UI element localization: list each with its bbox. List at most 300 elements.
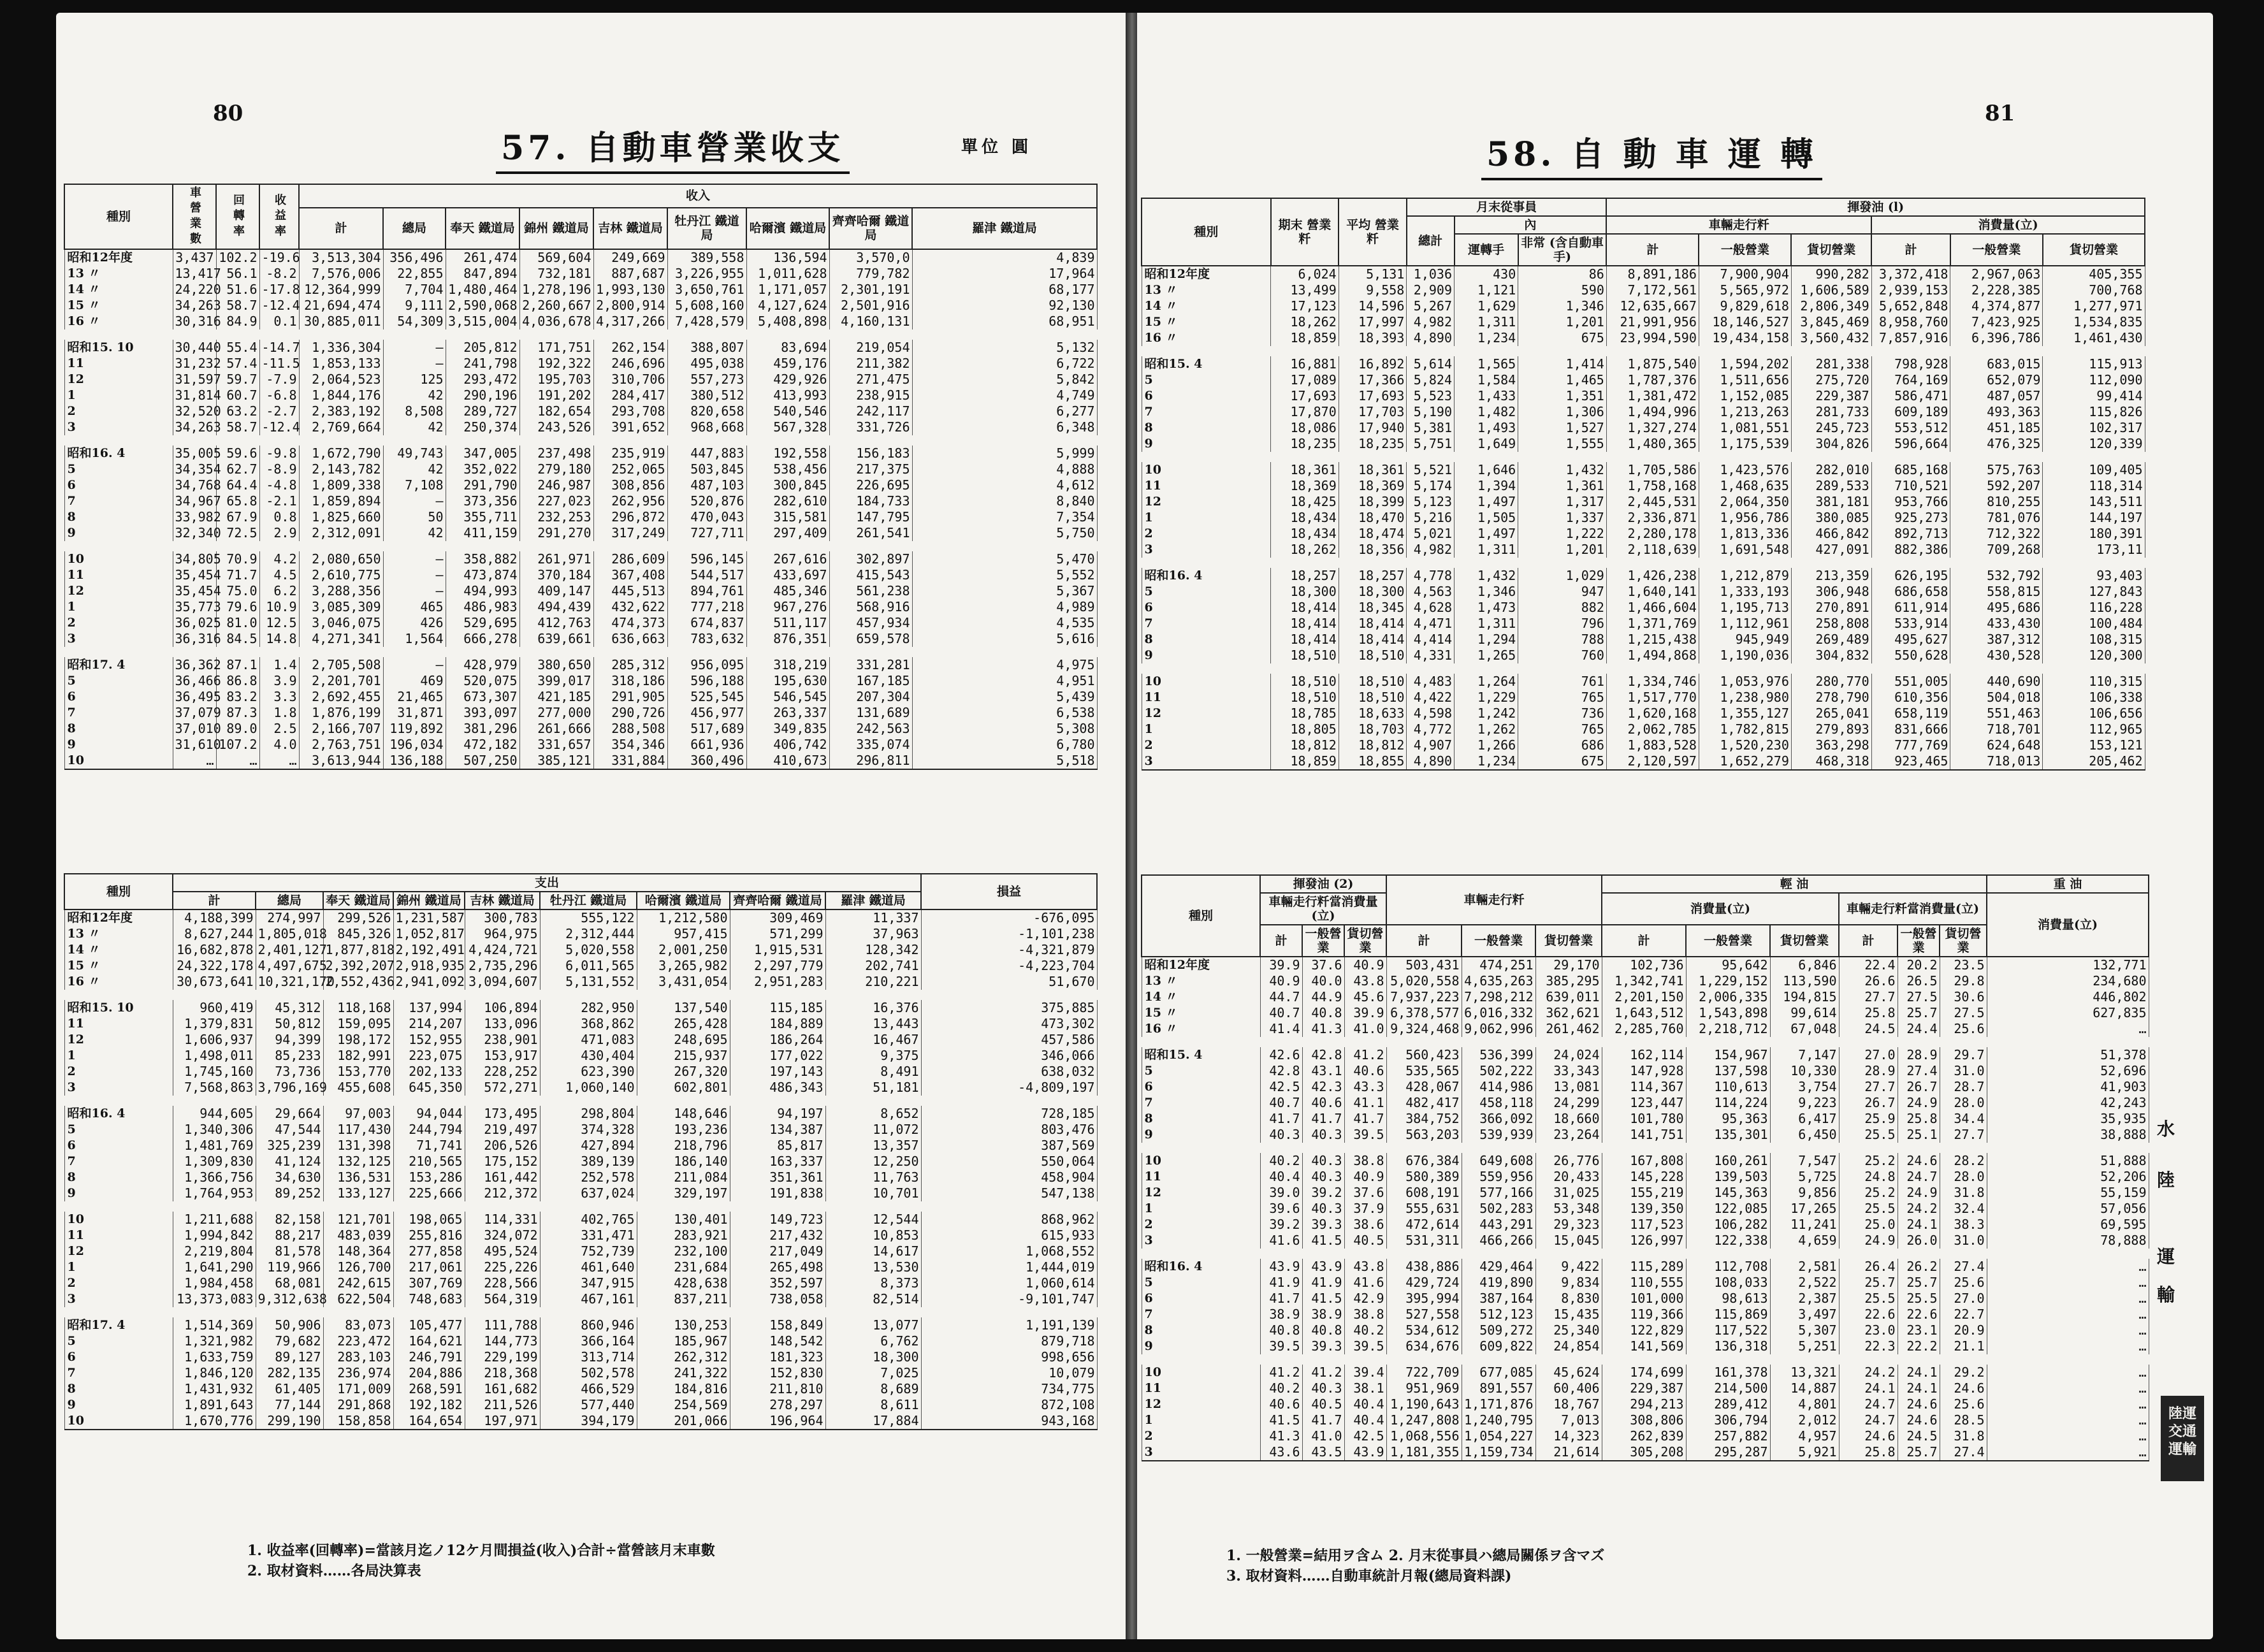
table-cell: 18,703 <box>1339 721 1407 737</box>
table-cell: 7,568,863 <box>173 1080 256 1101</box>
table-cell: 18,257 <box>1271 563 1339 584</box>
table-cell: 43.1 <box>1302 1063 1344 1079</box>
table-cell: 44.9 <box>1302 989 1344 1005</box>
table-cell: … <box>216 753 259 769</box>
table-cell: 202,741 <box>825 958 921 974</box>
table-cell: 429,464 <box>1462 1254 1535 1275</box>
table-cell: 299,190 <box>256 1413 323 1430</box>
table-cell: 41.6 <box>1260 1233 1302 1254</box>
table-row <box>64 403 1097 419</box>
table-row <box>64 1381 1097 1397</box>
table-cell: 81.0 <box>216 615 259 631</box>
table-cell: 192,322 <box>519 356 593 372</box>
table-cell: 4,497,675 <box>256 958 323 974</box>
table-cell: 845,326 <box>323 926 393 942</box>
table-cell: 504,018 <box>1950 690 2043 706</box>
table-cell: 27.7 <box>1839 989 1898 1005</box>
table-cell: 1,606,937 <box>173 1032 256 1048</box>
table-cell: 432,622 <box>593 599 667 615</box>
table-cell: 156,183 <box>829 440 912 461</box>
table-cell: 238,901 <box>465 1032 540 1048</box>
table-cell: 35,454 <box>173 583 216 599</box>
table-cell: 280,770 <box>1791 669 1871 690</box>
table-cell: 38.1 <box>1344 1380 1386 1396</box>
table-cell: -676,095 <box>921 909 1097 926</box>
table-cell: 1,984,458 <box>173 1275 256 1291</box>
table-cell: 22,855 <box>383 266 446 282</box>
table-cell: 674,837 <box>667 615 746 631</box>
table-cell: 59.6 <box>216 440 259 461</box>
table-cell: 1,264 <box>1455 669 1518 690</box>
table-cell: 406,742 <box>746 737 829 753</box>
table-cell: 5,020,558 <box>540 942 637 958</box>
table-cell: 2,581 <box>1770 1254 1839 1275</box>
table-cell: 122,085 <box>1686 1201 1770 1217</box>
table-cell: 765 <box>1518 721 1607 737</box>
table-cell: 274,997 <box>256 909 323 926</box>
table-cell: 5,308 <box>912 721 1097 737</box>
table-row <box>64 249 1097 266</box>
table-cell: 29,170 <box>1535 957 1602 973</box>
table-cell: 306,948 <box>1791 584 1871 600</box>
row-label: 3 <box>1142 753 1271 770</box>
table-cell: 40.5 <box>1344 1233 1386 1254</box>
table-cell: 683,015 <box>1950 351 2043 372</box>
table-cell: 8,627,244 <box>173 926 256 942</box>
table-cell: 18,414 <box>1271 600 1339 616</box>
table-cell: 4,535 <box>912 615 1097 631</box>
table-cell: 144,197 <box>2043 510 2145 526</box>
table-cell: 487,103 <box>667 477 746 493</box>
col-header: 貨切營業 <box>1344 925 1386 957</box>
col-period: 種別 <box>1142 198 1271 266</box>
table-cell: 9,856 <box>1770 1185 1839 1201</box>
table-cell: 300,845 <box>746 477 829 493</box>
table-cell: 894,761 <box>667 583 746 599</box>
row-label: 5 <box>1142 1275 1260 1291</box>
row-label: 昭和12年度 <box>1142 957 1260 973</box>
table-cell: 89,252 <box>256 1185 323 1206</box>
table-cell: 24.2 <box>1898 1201 1940 1217</box>
table-cell: 639,661 <box>519 631 593 652</box>
row-label: 3 <box>64 1080 173 1101</box>
table-cell: 39.3 <box>1302 1217 1344 1233</box>
table-cell: 18,434 <box>1271 510 1339 526</box>
table-cell: 5,131,552 <box>540 974 637 995</box>
table-cell: 2,001,250 <box>637 942 730 958</box>
table-cell: 2,301,191 <box>829 282 912 298</box>
table-cell: 262,312 <box>637 1349 730 1365</box>
table-cell: 1,620,168 <box>1606 706 1699 721</box>
table-cell: 257,882 <box>1686 1428 1770 1444</box>
table-row <box>1142 526 2145 542</box>
table-cell: 446,802 <box>1987 989 2149 1005</box>
table-cell: — <box>383 356 446 372</box>
table-cell: 1,242 <box>1455 706 1518 721</box>
table-cell: 35,773 <box>173 599 216 615</box>
table-cell: 18,356 <box>1339 542 1407 563</box>
table-cell: 36,495 <box>173 689 216 705</box>
row-label: 10 <box>64 546 173 567</box>
table-cell: 503,845 <box>667 461 746 477</box>
table-cell: 356,496 <box>383 249 446 266</box>
table-cell: 23,264 <box>1535 1127 1602 1148</box>
table-cell: 495,038 <box>667 356 746 372</box>
table-cell: 286,609 <box>593 546 667 567</box>
table-cell: 1,159,734 <box>1462 1444 1535 1461</box>
table-cell: 246,987 <box>519 477 593 493</box>
right-page <box>1137 13 2213 1639</box>
table-cell: 152,830 <box>730 1365 825 1381</box>
table-cell: 2.9 <box>259 525 299 546</box>
table-cell: 1,646 <box>1455 457 1518 478</box>
table-cell: 7,423,925 <box>1950 314 2043 330</box>
col-header: 貨切營業 <box>1791 234 1871 266</box>
table-cell: 21,465 <box>383 689 446 705</box>
table-cell: 153,121 <box>2043 737 2145 753</box>
table-cell: 43.9 <box>1260 1254 1302 1275</box>
table-cell: 381,296 <box>446 721 519 737</box>
table-cell: 831,666 <box>1871 721 1950 737</box>
table-cell: 781,076 <box>1950 510 2043 526</box>
table-cell: 310,706 <box>593 372 667 388</box>
table-cell: 40.9 <box>1344 1169 1386 1185</box>
table-cell: … <box>1987 1322 2149 1338</box>
table-cell: 458,118 <box>1462 1095 1535 1111</box>
table-cell: 596,664 <box>1871 436 1950 457</box>
table-cell: 8,652 <box>825 1101 921 1122</box>
table-cell: 229,199 <box>465 1349 540 1365</box>
table-cell: 262,154 <box>593 335 667 356</box>
table-cell: 17,265 <box>1770 1201 1839 1217</box>
table-cell: 218,368 <box>465 1365 540 1381</box>
table-cell: 2,967,063 <box>1950 266 2043 282</box>
row-label: 16 〃 <box>64 974 173 995</box>
revenue-table <box>64 184 1098 770</box>
table-cell: 87.1 <box>216 652 259 673</box>
table-cell: 3,613,944 <box>299 753 383 769</box>
row-label: 10 <box>64 1413 173 1430</box>
table-cell: 41.1 <box>1344 1095 1386 1111</box>
table-cell: … <box>1987 1428 2149 1444</box>
row-label: 8 <box>64 1381 173 1397</box>
table-cell: 25.7 <box>1898 1005 1940 1021</box>
table-cell: 68,081 <box>256 1275 323 1291</box>
table-cell: 33,343 <box>1535 1063 1602 1079</box>
table-cell: 472,614 <box>1386 1217 1462 1233</box>
table-cell: 281,338 <box>1791 351 1871 372</box>
table-cell: 15,435 <box>1535 1307 1602 1322</box>
table-cell: 520,876 <box>667 493 746 509</box>
table-cell: 1,340,306 <box>173 1122 256 1138</box>
row-label: 8 <box>64 1170 173 1185</box>
table-cell: 485,346 <box>746 583 829 599</box>
col-heavy-cons: 消費量(立) <box>1987 893 2149 957</box>
table-cell: — <box>383 493 446 509</box>
table-cell: 108,315 <box>2043 632 2145 648</box>
table-cell: 1,346 <box>1455 584 1518 600</box>
table-cell: 112,090 <box>2043 372 2145 388</box>
table-cell: 235,919 <box>593 440 667 461</box>
table-cell: 23.0 <box>1839 1322 1898 1338</box>
table-cell: 25.0 <box>1839 1217 1898 1233</box>
table-cell: 16,892 <box>1339 351 1407 372</box>
table-cell: 1,171,876 <box>1462 1396 1535 1412</box>
table-cell: 226,695 <box>829 477 912 493</box>
table-cell: 37,079 <box>173 705 216 721</box>
table-cell: -14.7 <box>259 335 299 356</box>
table-cell: 387,312 <box>1950 632 2043 648</box>
table-cell: 411,159 <box>446 525 519 546</box>
table-cell: 40.5 <box>1302 1396 1344 1412</box>
table-cell: 43.8 <box>1344 1254 1386 1275</box>
table-row <box>64 477 1097 493</box>
table-cell: 94,044 <box>393 1101 465 1122</box>
col-header: 齊齊哈爾 鐵道局 <box>829 208 912 249</box>
table-cell: -17.8 <box>259 282 299 298</box>
table-cell: 675 <box>1518 753 1607 770</box>
table-cell: 2,143,782 <box>299 461 383 477</box>
row-label: 11 <box>1142 1169 1260 1185</box>
table-cell: 18,859 <box>1271 753 1339 770</box>
table-cell: 1,640,141 <box>1606 584 1699 600</box>
table-cell: -4,809,197 <box>921 1080 1097 1101</box>
table-row <box>1142 753 2145 770</box>
table-cell: 1,366,756 <box>173 1170 256 1185</box>
table-cell: 84.5 <box>216 631 259 652</box>
table-cell: … <box>173 753 216 769</box>
table-row <box>1142 1217 2149 1233</box>
table-cell: 18,767 <box>1535 1396 1602 1412</box>
table-cell: 119,892 <box>383 721 446 737</box>
table-cell: 5,614 <box>1407 351 1455 372</box>
table-cell: 15,045 <box>1535 1233 1602 1254</box>
table-row <box>1142 1169 2149 1185</box>
row-label: 2 <box>1142 1217 1260 1233</box>
col-header: 一般營業 <box>1898 925 1940 957</box>
table-row <box>1142 1428 2149 1444</box>
table-cell: 1,234 <box>1455 753 1518 770</box>
table-cell: 42 <box>383 388 446 403</box>
table-cell: 421,185 <box>519 689 593 705</box>
table-cell: 1,670,776 <box>173 1413 256 1430</box>
table-cell: 1,594,202 <box>1699 351 1791 372</box>
table-cell: 538,456 <box>746 461 829 477</box>
table-cell: 1,672,790 <box>299 440 383 461</box>
table-cell: 331,726 <box>829 419 912 440</box>
col-header: 吉林 鐵道局 <box>593 208 667 249</box>
table-cell: -9.8 <box>259 440 299 461</box>
table-cell: 860,946 <box>540 1312 637 1333</box>
table-cell: 89,127 <box>256 1349 323 1365</box>
table-cell: 1,311 <box>1455 542 1518 563</box>
table-cell: 86.8 <box>216 673 259 689</box>
table-cell: 666,278 <box>446 631 519 652</box>
table-row <box>64 1365 1097 1381</box>
table-cell: 18,345 <box>1339 600 1407 616</box>
table-cell: 40.4 <box>1260 1169 1302 1185</box>
table-cell: -8.2 <box>259 266 299 282</box>
row-label: 5 <box>1142 1063 1260 1079</box>
table-cell: 17,884 <box>825 1413 921 1430</box>
table-cell: 149,723 <box>730 1206 825 1228</box>
row-label: 11 <box>64 1228 173 1243</box>
table-cell: 4,957 <box>1770 1428 1839 1444</box>
table-cell: 282,135 <box>256 1365 323 1381</box>
table-cell: 2,218,712 <box>1686 1021 1770 1042</box>
table-cell: 367,408 <box>593 567 667 583</box>
table-cell: 6,846 <box>1770 957 1839 973</box>
table-cell: 24.7 <box>1898 1169 1940 1185</box>
table-cell: 10,853 <box>825 1228 921 1243</box>
table-cell: 133,096 <box>465 1016 540 1032</box>
book-gutter <box>1126 13 1138 1639</box>
table-cell: 51,888 <box>1987 1148 2149 1169</box>
table-cell: 1,423,576 <box>1699 457 1791 478</box>
col-header: 計 <box>1386 925 1462 957</box>
table-cell: 227,023 <box>519 493 593 509</box>
table-cell: 40.4 <box>1344 1412 1386 1428</box>
table-cell: 34,768 <box>173 477 216 493</box>
table-cell: 1,351 <box>1518 388 1607 404</box>
table-cell: 24.9 <box>1839 1233 1898 1254</box>
col-turnover: 回 轉 率 <box>216 184 259 249</box>
table-cell: 451,185 <box>1950 420 2043 436</box>
table-cell: 182,654 <box>519 403 593 419</box>
table-cell: 923,465 <box>1871 753 1950 770</box>
table-cell: 39.6 <box>1260 1201 1302 1217</box>
table-cell: 94,399 <box>256 1032 323 1048</box>
table-cell: 892,713 <box>1871 526 1950 542</box>
table-row <box>64 1101 1097 1122</box>
table-cell: 72.5 <box>216 525 259 546</box>
table-cell: 40.0 <box>1302 973 1344 989</box>
table-cell: 2,692,455 <box>299 689 383 705</box>
table-cell: … <box>259 753 299 769</box>
table-cell: 85,817 <box>730 1138 825 1154</box>
table-cell: 1,238,980 <box>1699 690 1791 706</box>
table-row <box>1142 584 2145 600</box>
row-label: 14 〃 <box>64 942 173 958</box>
table-cell: 738,058 <box>730 1291 825 1312</box>
table-row <box>64 1333 1097 1349</box>
table-cell: 468,318 <box>1791 753 1871 770</box>
table-cell: 25.5 <box>1839 1127 1898 1148</box>
table-cell: 535,565 <box>1386 1063 1462 1079</box>
table-cell: 765 <box>1518 690 1607 706</box>
table-cell: 245,723 <box>1791 420 1871 436</box>
table-cell: 1,190,036 <box>1699 648 1791 669</box>
table-cell: 41.6 <box>1344 1275 1386 1291</box>
table-cell: 5,020,558 <box>1386 973 1462 989</box>
table-row <box>64 335 1097 356</box>
row-label: 7 <box>64 705 173 721</box>
table-cell: 4,982 <box>1407 314 1455 330</box>
table-cell: 4,563 <box>1407 584 1455 600</box>
table-cell: 380,650 <box>519 652 593 673</box>
row-label: 9 <box>64 1397 173 1413</box>
table-cell: 1,511,656 <box>1699 372 1791 388</box>
table-cell: 26.4 <box>1839 1254 1898 1275</box>
table-cell: 748,683 <box>393 1291 465 1312</box>
table-cell: -6.8 <box>259 388 299 403</box>
table-cell: 810,255 <box>1950 494 2043 510</box>
row-label: 1 <box>64 388 173 403</box>
table-cell: 551,005 <box>1871 669 1950 690</box>
row-label: 9 <box>64 737 173 753</box>
col-header: 一般營業 <box>1462 925 1535 957</box>
table-cell: 559,956 <box>1462 1169 1535 1185</box>
table-cell: 196,964 <box>730 1413 825 1430</box>
table-cell: 278,297 <box>730 1397 825 1413</box>
table-cell: 1,565 <box>1455 351 1518 372</box>
table-cell: 1,234 <box>1455 330 1518 351</box>
table-cell: 82,158 <box>256 1206 323 1228</box>
table-cell: 511,117 <box>746 615 829 631</box>
table-row <box>64 1016 1097 1032</box>
note-right-1: 1. 一般營業=結用ヲ含ム 2. 月末從事員ハ總局關係ヲ含マズ <box>1226 1547 1605 1564</box>
table-cell: 40.3 <box>1260 1127 1302 1148</box>
table-cell: 65.8 <box>216 493 259 509</box>
group-expense: 支出 <box>173 874 921 892</box>
table-row <box>64 1228 1097 1243</box>
table-cell: — <box>383 546 446 567</box>
table-cell: 34,263 <box>173 419 216 440</box>
table-cell: 11,337 <box>825 909 921 926</box>
table-row <box>64 1206 1097 1228</box>
expense-table <box>64 873 1098 1430</box>
col-header: 哈爾濱 鐵道局 <box>746 208 829 249</box>
table-cell: 132,771 <box>1987 957 2149 973</box>
table-cell: 1,994,842 <box>173 1228 256 1243</box>
row-label: 11 <box>64 1016 173 1032</box>
table-cell: 471,083 <box>540 1032 637 1048</box>
table-cell: 1,691,548 <box>1699 542 1791 563</box>
table-cell: 242,117 <box>829 403 912 419</box>
col-header: 錦州 鐵道局 <box>393 892 465 909</box>
table-cell: 1,652,279 <box>1699 753 1791 770</box>
table-cell: 37.6 <box>1344 1185 1386 1201</box>
table-cell: 69,595 <box>1987 1217 2149 1233</box>
table-cell: 1,461,430 <box>2043 330 2145 351</box>
table-cell: 487,057 <box>1950 388 2043 404</box>
table-cell: 1,468,635 <box>1699 478 1791 494</box>
table-cell: 261,541 <box>829 525 912 546</box>
table-cell: 313,714 <box>540 1349 637 1365</box>
table-cell: 788 <box>1518 632 1607 648</box>
table-cell: 97,003 <box>323 1101 393 1122</box>
table-cell: 205,462 <box>2043 753 2145 770</box>
table-cell: 23,994,590 <box>1606 330 1699 351</box>
table-cell: 37,963 <box>825 926 921 942</box>
table-cell: 23.1 <box>1898 1322 1940 1338</box>
table-cell: 4,951 <box>912 673 1097 689</box>
table-cell: 291,790 <box>446 477 519 493</box>
table-cell: 622,504 <box>323 1291 393 1312</box>
table-row <box>64 673 1097 689</box>
table-cell: 40.2 <box>1260 1148 1302 1169</box>
table-cell: 258,808 <box>1791 616 1871 632</box>
table-cell: 212,372 <box>465 1185 540 1206</box>
table-cell: 13,417 <box>173 266 216 282</box>
table-cell: 167,185 <box>829 673 912 689</box>
table-cell: 30,673,641 <box>173 974 256 995</box>
table-title-58: 58. 自 動 車 運 轉 <box>1481 127 1822 180</box>
table-cell: 602,801 <box>637 1080 730 1101</box>
table-cell: 9,062,996 <box>1462 1021 1535 1042</box>
table-cell: 23.5 <box>1940 957 1987 973</box>
table-cell: 106,282 <box>1686 1217 1770 1233</box>
